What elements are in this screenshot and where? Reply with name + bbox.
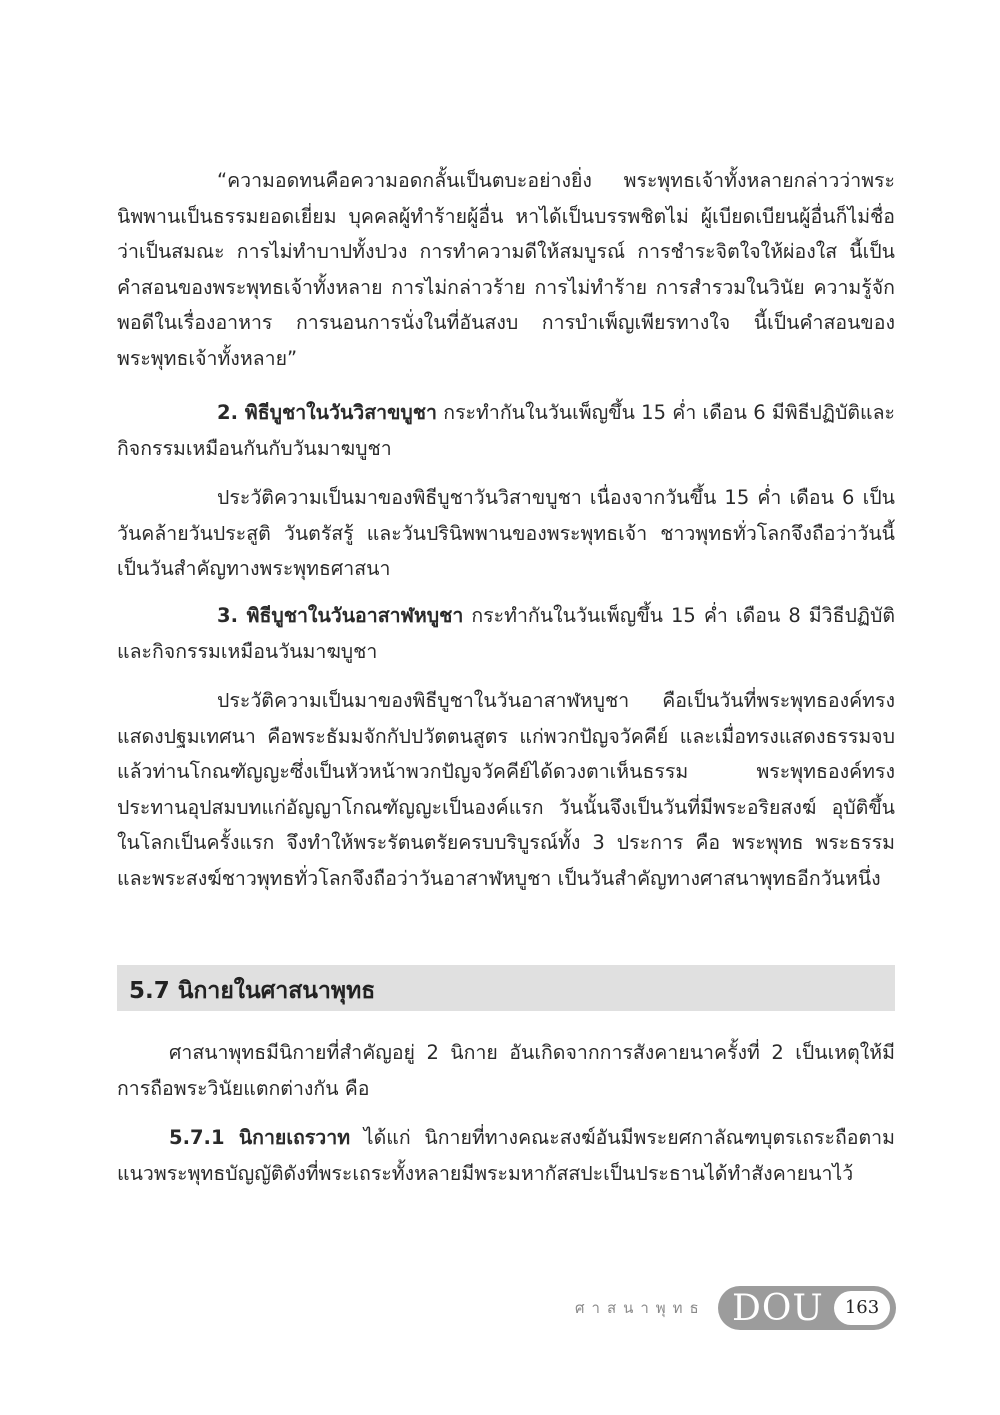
heading-asalha-puja: 3. พิธีบูชาในวันอาสาฬหบูชา: [217, 604, 464, 627]
footer-badge: [718, 1286, 896, 1330]
heading-theravada: 5.7.1 นิกายเถรวาท: [169, 1126, 351, 1149]
paragraph-visakha-puja: [117, 395, 895, 466]
paragraph-theravada: [117, 1120, 895, 1191]
section-title: 5.7 นิกายในศาสนาพุทธ: [129, 978, 376, 1004]
footer-book-title: ศาสนาพุทธ: [575, 1299, 706, 1317]
quote-paragraph: “ความอดทนคือความอดกลั้นเป็นตบะอย่างยิ่ง พระพุทธเจ้าทั้งหลายกล่าวว่าพระนิพพานเป็นธรรมยอดเยี่ยม บุคคลผู้ทำร้ายผู้อื่น หาได้เป็นบรรพชิตไม่ ผู้เบียดเบียนผู้อื่นก็ไม่ชื่อว่าเป็นสมณะ การไม่ทำบาปทั้งปวง การทำความดีให้สมบูรณ์ การชำระจิตใจให้ผ่องใส นี้เป็นคำสอนของพระพุทธเจ้าทั้งหลาย การไม่กล่าวร้าย การไม่ทำร้าย การสำรวมในวินัย ความรู้จักพอดีในเรื่องอาหาร การนอนการนั่งในที่อันสงบ การบำเพ็ญเพียรทางใจ นี้เป็นคำสอนของพระพุทธเจ้าทั้งหลาย”: [117, 169, 895, 370]
section-header-bar: [117, 965, 895, 1011]
paragraph-asalha-puja: [117, 598, 895, 669]
text-asalha-puja: กระทำกันในวันเพ็ญขึ้น 15 ค่ำ เดือน 8 มีวิธีปฏิบัติและกิจกรรมเหมือนวันมาฆบูชา: [117, 604, 895, 663]
paragraph-asalha-history: ประวัติความเป็นมาของพิธีบูชาในวันอาสาฬหบูชา คือเป็นวันที่พระพุทธองค์ทรงแสดงปฐมเทศนา คือพระธัมมจักกัปปวัตตนสูตร แก่พวกปัญจวัคคีย์ และเมื่อทรงแสดงธรรมจบแล้วท่านโกณฑัญญะซึ่งเป็นหัวหน้าพวกปัญจวัคคีย์ได้ดวงตาเห็นธรรม พระพุทธองค์ทรงประทานอุปสมบทแก่อัญญาโกณฑัญญะเป็นองค์แรก วันนั้นจึงเป็นวันที่มีพระอริยสงฆ์ อุบัติขึ้นในโลกเป็นครั้งแรก จึงทำให้พระรัตนตรัยครบบริบูรณ์ทั้ง 3 ประการ คือ พระพุทธ พระธรรม และพระสงฆ์ชาวพุทธทั่วโลกจึงถือว่าวันอาสาฬหบูชา เป็นวันสำคัญทางศาสนาพุทธอีกวันหนึ่ง: [117, 689, 895, 890]
section-intro-paragraph: ศาสนาพุทธมีนิกายที่สำคัญอยู่ 2 นิกาย อันเกิดจากการสังคายนาครั้งที่ 2 เป็นเหตุให้มีการถือพระวินัยแตกต่างกัน คือ: [117, 1041, 895, 1100]
dou-logo: DOU: [732, 1288, 824, 1329]
text-theravada: ได้แก่ นิกายที่ทางคณะสงฆ์อันมีพระยศกาลัณฑบุตรเถระถือตามแนวพระพุทธบัญญัติดังที่พระเถระทั้งหลายมีพระมหากัสสปะเป็นประธานได้ทำสังคายนาไว้: [117, 1126, 895, 1185]
page-number: 163: [834, 1291, 890, 1325]
heading-visakha-puja: 2. พิธีบูชาในวันวิสาขบูชา: [217, 401, 437, 424]
paragraph-visakha-history: ประวัติความเป็นมาของพิธีบูชาวันวิสาขบูชา เนื่องจากวันขึ้น 15 ค่ำ เดือน 6 เป็นวันคล้ายวันประสูติ วันตรัสรู้ และวันปรินิพพานของพระพุทธเจ้า ชาวพุทธทั่วโลกจึงถือว่าวันนี้เป็นวันสำคัญทางพระพุทธศาสนา: [117, 486, 895, 580]
text-visakha-puja: กระทำกันในวันเพ็ญขึ้น 15 ค่ำ เดือน 6 มีพิธีปฏิบัติและกิจกรรมเหมือนกันกับวันมาฆบูชา: [117, 401, 895, 460]
